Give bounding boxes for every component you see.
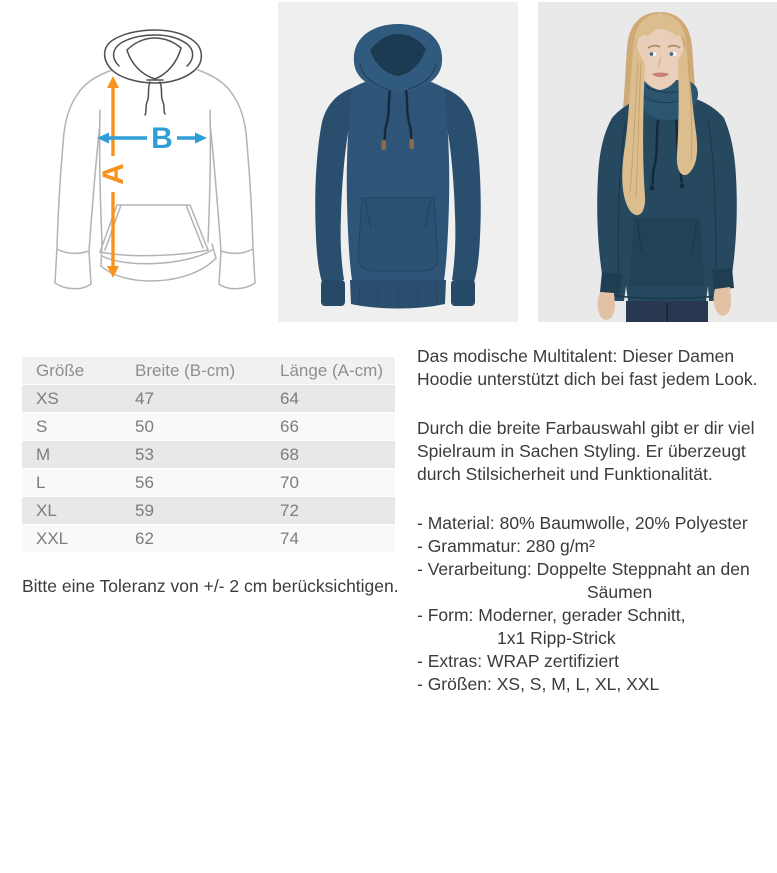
product-torso xyxy=(347,76,450,309)
table-row xyxy=(22,413,395,441)
description-line: Spielraum in Sachen Styling. Er überzeugt xyxy=(417,441,746,461)
tolerance-note: Bitte eine Toleranz von +/- 2 cm berücksichtigen. xyxy=(22,576,399,596)
size-table xyxy=(22,357,395,553)
description-line: Hoodie unterstützt dich bei fast jedem Look. xyxy=(417,369,758,389)
size-cell: XL xyxy=(22,497,135,525)
drawstring-sketch xyxy=(145,82,165,115)
size-cell: M xyxy=(22,441,135,469)
size-diagram-image xyxy=(0,0,278,330)
label-a: A xyxy=(97,163,130,185)
model-jeans xyxy=(626,301,708,322)
product-photo-front xyxy=(278,2,518,322)
size-cell: XS xyxy=(22,385,135,413)
product-pocket xyxy=(358,198,438,271)
hood-sketch xyxy=(105,30,202,83)
size-table-header-row xyxy=(22,357,395,385)
model-pocket xyxy=(629,218,705,286)
column-header-laenge: Länge (A-cm) xyxy=(280,357,395,385)
column-header-groesse: Größe xyxy=(22,357,135,385)
description-line-grammatur: - Grammatur: 280 g/m² xyxy=(417,536,595,556)
size-cell: L xyxy=(22,469,135,497)
breite-cell: 47 xyxy=(135,385,280,413)
laenge-cell: 68 xyxy=(280,441,395,469)
breite-cell: 56 xyxy=(135,469,280,497)
breite-cell: 50 xyxy=(135,413,280,441)
table-row xyxy=(22,441,395,469)
description-line: Das modische Multitalent: Dieser Damen xyxy=(417,346,735,366)
laenge-cell: 74 xyxy=(280,525,395,553)
laenge-cell: 70 xyxy=(280,469,395,497)
size-cell: XXL xyxy=(22,525,135,553)
description-line: Säumen xyxy=(587,582,653,602)
model-photo xyxy=(538,2,777,322)
description-line-groessen: - Größen: XS, S, M, L, XL, XXL xyxy=(417,674,660,694)
description-line-form: - Form: Moderner, gerader Schnitt, xyxy=(417,605,686,625)
breite-cell: 59 xyxy=(135,497,280,525)
description-line: 1x1 Ripp-Strick xyxy=(497,628,616,648)
size-cell: S xyxy=(22,413,135,441)
table-row xyxy=(22,469,395,497)
breite-cell: 62 xyxy=(135,525,280,553)
description-line: Durch die breite Farbauswahl gibt er dir viel xyxy=(417,418,755,438)
label-b: B xyxy=(151,122,173,155)
hoodie-sketch xyxy=(0,0,278,330)
laenge-cell: 72 xyxy=(280,497,395,525)
column-header-breite: Breite (B-cm) xyxy=(135,357,280,385)
description-line-verarbeitung: - Verarbeitung: Doppelte Steppnaht an den xyxy=(417,559,750,579)
laenge-cell: 64 xyxy=(280,385,395,413)
table-row xyxy=(22,497,395,525)
model-illustration xyxy=(538,2,777,322)
breite-cell: 53 xyxy=(135,441,280,469)
description-line-material: - Material: 80% Baumwolle, 20% Polyester xyxy=(417,513,748,533)
table-row xyxy=(22,525,395,553)
description-line-extras: - Extras: WRAP zertifiziert xyxy=(417,651,619,671)
description-line: durch Stilsicherheit und Funktionalität. xyxy=(417,464,713,484)
kangaroo-pocket-sketch xyxy=(100,205,208,256)
laenge-cell: 66 xyxy=(280,413,395,441)
product-description xyxy=(417,345,777,696)
table-row xyxy=(22,385,395,413)
product-hoodie-illustration xyxy=(278,2,518,322)
product-hood xyxy=(354,24,442,92)
